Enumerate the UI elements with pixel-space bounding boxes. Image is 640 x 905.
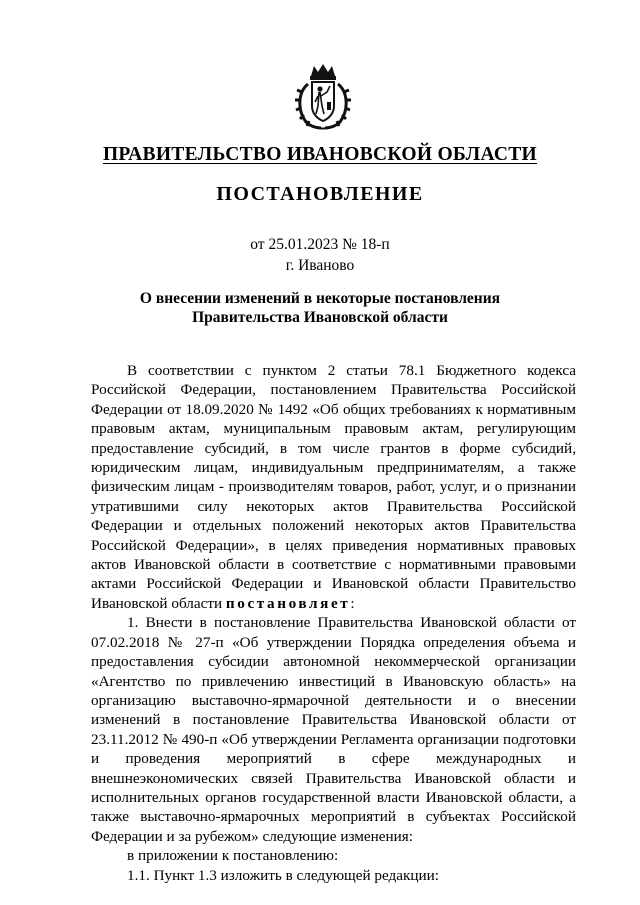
document-type: ПОСТАНОВЛЕНИЕ bbox=[216, 183, 424, 205]
document-city: г. Иваново bbox=[285, 257, 355, 274]
preamble-colon: : bbox=[350, 594, 355, 612]
preamble-text: В соответствии с пунктом 2 статьи 78.1 Бюджетного кодекса Российской Федерации, постановлением Правительства Российской Федерации от 18.09.2020 № 1492 «Об общих требованиях к нормативным правовым актам, муниципальным правовым актам, регулирующим предоставление субсидий, в том числе грантов в форме субсидий, юридическим лицам, индивидуальным предпринимателям, а также физическим лицам - производителям товаров, работ, услуг, и о признании утратившими силу некоторых актов Правительства Российской Федерации и отдельных положений некоторых актов Правительства Российской Федерации», в целях приведения нормативных правовых актов Ивановской области в соответствие с нормативными правовыми актами Российской Федерации и Ивановской области Правительство Ивановской области bbox=[91, 362, 576, 612]
clause-1-1-paragraph: 1.1. Пункт 1.3 изложить в следующей редакции: bbox=[127, 866, 440, 884]
document-date-number: от 25.01.2023 № 18-п bbox=[250, 236, 390, 253]
coat-of-arms-icon bbox=[294, 62, 352, 132]
document-title: О внесении изменений в некоторые постановления Правительства Ивановской области bbox=[139, 290, 501, 326]
organization-name: ПРАВИТЕЛЬСТВО ИВАНОВСКОЙ ОБЛАСТИ bbox=[102, 144, 538, 165]
document-body bbox=[91, 361, 576, 885]
preamble-paragraph bbox=[91, 361, 576, 613]
resolves-keyword: постановляет bbox=[225, 594, 351, 612]
clause-1-paragraph: 1. Внести в постановление Правительства Ивановской области от 07.02.2018 № 27-п «Об утверждении Порядка определения объема и предоставления субсидии автономной некоммерческой организации «Агентство по привлечению инвестиций в Ивановскую область» на организацию выставочно-ярмарочной деятельности и о внесении изменений в постановление Правительства Ивановской области от 23.11.2012 № 490-п «Об утверждении Регламента организации подготовки и проведения мероприятий в сфере международных и внешнеэкономических связей Правительства Ивановской области и исполнительных органов государственной власти Ивановской области, а также выставочно-ярмарочных мероприятий в субъектах Российской Федерации и за рубежом» следующие изменения: bbox=[91, 614, 576, 845]
appendix-paragraph: в приложении к постановлению: bbox=[127, 847, 339, 865]
